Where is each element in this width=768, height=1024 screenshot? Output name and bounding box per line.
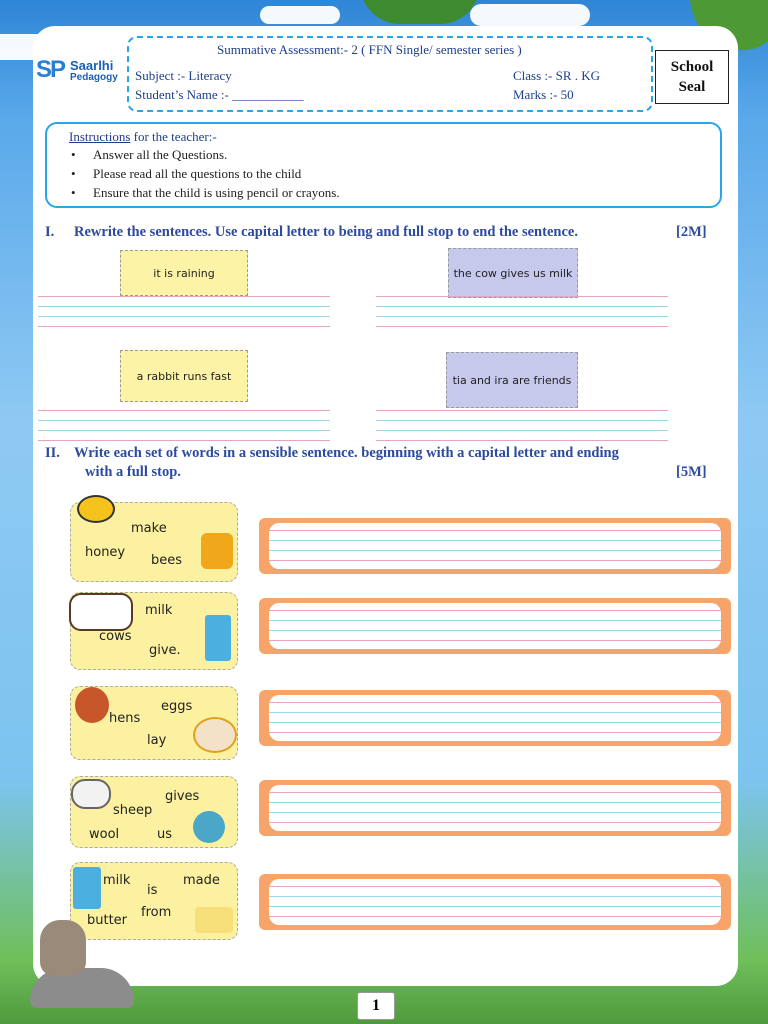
teacher-instructions (45, 122, 722, 208)
sentence-tag: tia and ira are friends (446, 352, 578, 408)
writing-lines[interactable] (376, 296, 668, 330)
word: cows (99, 629, 132, 644)
q2-text: Write each set of words in a sensible sentence. beginning with a capital letter and ending (74, 445, 619, 461)
answer-box[interactable] (259, 780, 731, 836)
school-seal-box (655, 50, 729, 104)
q1-marks: [2M] (676, 224, 707, 240)
answer-box[interactable] (259, 598, 731, 654)
word-card (70, 592, 238, 670)
assessment-header (127, 36, 653, 112)
student-name-field[interactable]: Student’s Name :- ___________ (135, 87, 304, 102)
word: lay (147, 733, 167, 748)
cloud (260, 6, 340, 24)
answer-box[interactable] (259, 518, 731, 574)
answer-box[interactable] (259, 690, 731, 746)
instruction-item: • Answer all the Questions. (93, 147, 227, 163)
word: wool (89, 827, 120, 842)
honey-pot-icon (201, 533, 233, 569)
bee-icon (77, 495, 115, 523)
milk-carton-icon (205, 615, 231, 661)
word: give. (149, 643, 181, 658)
yarn-ball-icon (193, 811, 225, 843)
q2-number: II. (45, 445, 60, 461)
word: eggs (161, 699, 193, 714)
hen-icon (75, 687, 109, 723)
q2-marks: [5M] (676, 464, 707, 480)
q2-text-cont: with a full stop. (85, 464, 181, 480)
word-card (70, 862, 238, 940)
word: butter (87, 913, 128, 928)
word: milk (103, 873, 131, 888)
rock-decoration (30, 968, 134, 1008)
word: sheep (113, 803, 153, 818)
word-card (70, 686, 238, 760)
q1-number: I. (45, 224, 55, 240)
word-card (70, 502, 238, 582)
cow-icon (69, 593, 133, 631)
sentence-tag: a rabbit runs fast (120, 350, 248, 402)
writing-lines[interactable] (38, 296, 330, 330)
instructions-heading: Instructions for the teacher:- (69, 129, 217, 144)
assessment-title: Summative Assessment:- 2 ( FFN Single/ semester series ) (217, 42, 522, 57)
marks-label: Marks :- 50 (513, 87, 574, 102)
logo-name: Saarlhi (70, 58, 114, 73)
instruction-item: • Please read all the questions to the child (93, 166, 301, 182)
word: bees (151, 553, 183, 568)
logo-mark: SP (36, 56, 65, 83)
sentence-tag: it is raining (120, 250, 248, 296)
sentence-tag: the cow gives us milk (448, 248, 578, 298)
cloud (470, 4, 590, 26)
page-number: 1 (357, 992, 395, 1020)
word: hens (109, 711, 141, 726)
writing-lines[interactable] (376, 410, 668, 444)
word: milk (145, 603, 173, 618)
word: from (141, 905, 172, 920)
instruction-item: • Ensure that the child is using pencil or crayons. (93, 185, 340, 201)
milk-carton-icon (73, 867, 101, 909)
logo-subname: Pedagogy (70, 72, 118, 83)
butter-icon (195, 907, 233, 933)
rabbit-icon (40, 920, 86, 976)
seal-line2: Seal (678, 79, 706, 95)
egg-icon (193, 717, 237, 753)
word: make (131, 521, 167, 536)
q1-text: Rewrite the sentences. Use capital letter to being and full stop to end the sentence. (74, 224, 578, 240)
word: honey (85, 545, 126, 560)
sheep-icon (71, 779, 111, 809)
tree-foliage (360, 0, 480, 24)
writing-lines[interactable] (38, 410, 330, 444)
subject-label: Subject :- Literacy (135, 68, 232, 83)
word: gives (165, 789, 200, 804)
seal-line1: School (670, 59, 714, 75)
word-card (70, 776, 238, 848)
class-label: Class :- SR . KG (513, 68, 601, 83)
word: us (157, 827, 173, 842)
word: is (147, 883, 158, 898)
answer-box[interactable] (259, 874, 731, 930)
word: made (183, 873, 220, 888)
